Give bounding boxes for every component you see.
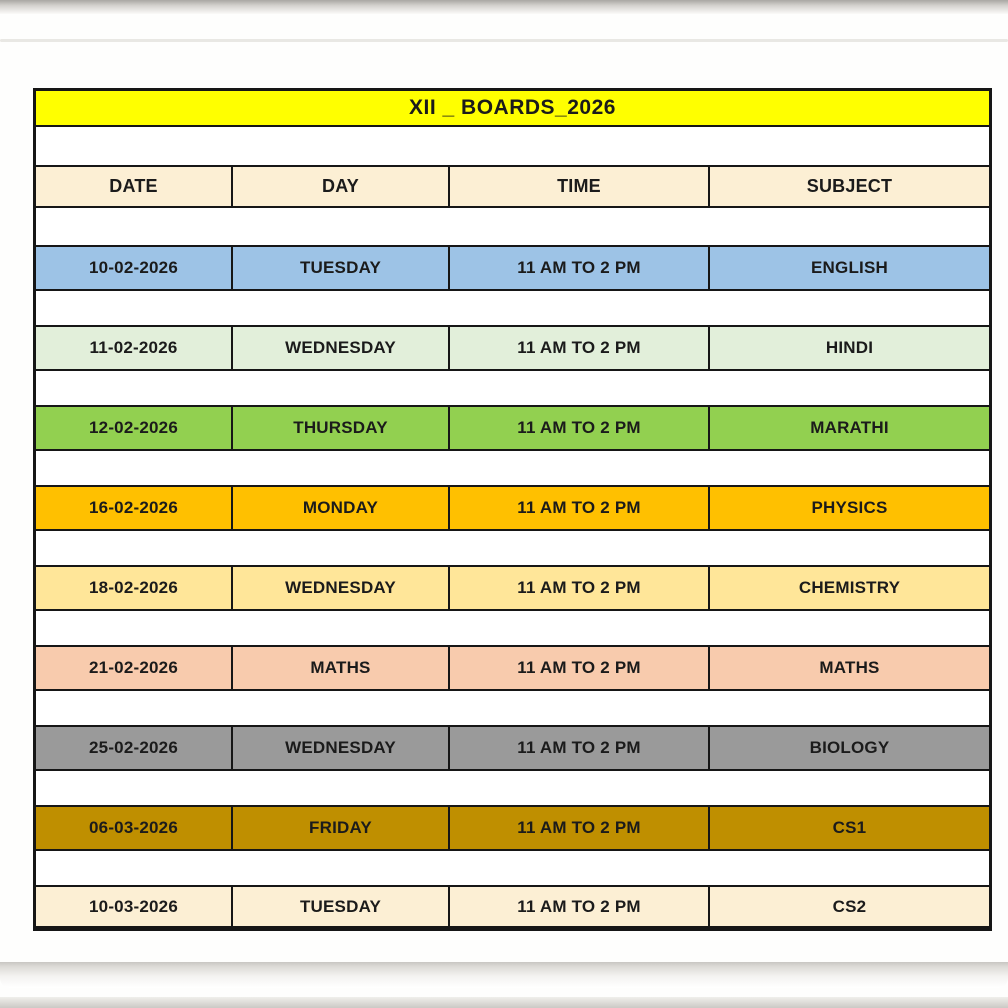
day-cell: FRIDAY — [233, 807, 450, 849]
header-subject: SUBJECT — [806, 176, 893, 196]
photo-bottom-shadow — [0, 997, 1008, 1008]
spacer-row — [36, 451, 989, 485]
spacer-row — [36, 531, 989, 565]
subject-cell: PHYSICS — [811, 498, 888, 517]
time-cell: 11 AM TO 2 PM — [450, 407, 710, 449]
header-row — [36, 165, 989, 208]
table-row-biology — [36, 725, 989, 771]
subject-cell: CS1 — [832, 818, 867, 837]
subject-cell: HINDI — [825, 338, 874, 357]
spacer-row — [36, 291, 989, 325]
title-banner: XII _ BOARDS_2026 — [36, 91, 989, 127]
time-cell: 11 AM TO 2 PM — [450, 487, 710, 529]
table-row-marathi — [36, 405, 989, 451]
day-cell: WEDNESDAY — [233, 327, 450, 369]
time-cell: 11 AM TO 2 PM — [450, 247, 710, 289]
time-cell: 11 AM TO 2 PM — [450, 887, 710, 926]
subject-cell: MARATHI — [810, 418, 889, 437]
date-cell: 21-02-2026 — [36, 647, 233, 689]
photo-bottom-edge — [0, 962, 1008, 988]
spacer-row — [36, 208, 989, 245]
header-time: TIME — [450, 167, 710, 206]
table-row-english — [36, 245, 989, 291]
spacer-row — [36, 691, 989, 725]
day-cell: WEDNESDAY — [233, 567, 450, 609]
day-cell: MONDAY — [233, 487, 450, 529]
exam-timetable — [33, 88, 992, 931]
header-day: DAY — [233, 167, 450, 206]
subject-cell: BIOLOGY — [809, 738, 890, 757]
spacer-row — [36, 611, 989, 645]
date-cell: 06-03-2026 — [36, 807, 233, 849]
table-row-maths — [36, 645, 989, 691]
time-cell: 11 AM TO 2 PM — [450, 807, 710, 849]
day-cell: WEDNESDAY — [233, 727, 450, 769]
spacer-row — [36, 371, 989, 405]
day-cell: TUESDAY — [233, 887, 450, 926]
date-cell: 18-02-2026 — [36, 567, 233, 609]
date-cell: 10-02-2026 — [36, 247, 233, 289]
date-cell: 12-02-2026 — [36, 407, 233, 449]
date-cell: 25-02-2026 — [36, 727, 233, 769]
table-row-hindi — [36, 325, 989, 371]
time-cell: 11 AM TO 2 PM — [450, 327, 710, 369]
table-row-cs1 — [36, 805, 989, 851]
header-date: DATE — [36, 167, 233, 206]
photo-top-edge — [0, 0, 1008, 14]
subject-cell: ENGLISH — [811, 258, 888, 277]
day-cell: THURSDAY — [233, 407, 450, 449]
date-cell: 11-02-2026 — [36, 327, 233, 369]
day-cell: MATHS — [233, 647, 450, 689]
time-cell: 11 AM TO 2 PM — [450, 647, 710, 689]
spacer-row — [36, 851, 989, 885]
page-divider-line — [0, 39, 1008, 42]
date-cell: 10-03-2026 — [36, 887, 233, 926]
date-cell: 16-02-2026 — [36, 487, 233, 529]
subject-cell: CS2 — [832, 896, 867, 916]
time-cell: 11 AM TO 2 PM — [450, 567, 710, 609]
table-row-physics — [36, 485, 989, 531]
spacer-row — [36, 127, 989, 165]
day-cell: TUESDAY — [233, 247, 450, 289]
subject-cell: MATHS — [819, 658, 880, 677]
spacer-row — [36, 771, 989, 805]
subject-cell: CHEMISTRY — [798, 578, 901, 597]
table-row-cs2 — [36, 885, 989, 928]
time-cell: 11 AM TO 2 PM — [450, 727, 710, 769]
table-row-chemistry — [36, 565, 989, 611]
